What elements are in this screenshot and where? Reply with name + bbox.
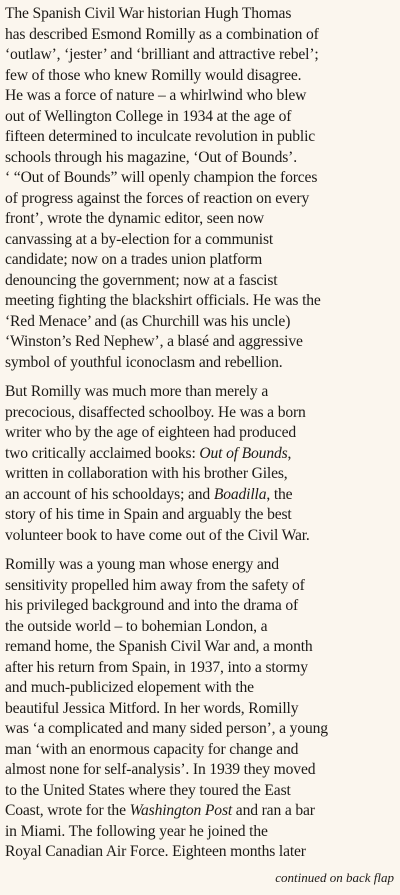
text-line [5, 485, 397, 506]
text-line [5, 45, 397, 66]
text-segment: sensitivity propelled him away from the safety of [5, 576, 305, 594]
text-line [5, 312, 397, 333]
text-segment: meeting fighting the blackshirt officials. He was the [5, 292, 321, 309]
text-line [5, 719, 397, 740]
text-line [5, 423, 397, 444]
text-segment: fifteen determined to inculcate revolution in public [5, 128, 316, 145]
text-segment: almost none for self-analysis’. In 1939 they moved [5, 761, 316, 778]
text-line [5, 291, 397, 312]
paragraph-3 [5, 555, 397, 863]
text-segment: and much-publicized elopement with the [5, 679, 254, 696]
text-segment: writer who by the age of eighteen had produced [5, 424, 297, 441]
text-line [5, 107, 397, 128]
text-line [5, 678, 397, 699]
text-line [5, 4, 397, 25]
text-segment: an account of his schooldays; and [5, 485, 214, 503]
text-line [5, 822, 397, 843]
text-segment: ‘Red Menace’ and (as Churchill was his uncle) [5, 312, 291, 330]
text-line [5, 555, 397, 576]
text-segment: Royal Canadian Air Force. Eighteen months later [5, 843, 306, 860]
book-flap-text [5, 4, 397, 872]
paragraph-1 [5, 4, 397, 373]
text-line [5, 637, 397, 658]
text-line [5, 230, 397, 251]
text-segment: front’, wrote the dynamic editor, seen now [5, 210, 264, 227]
text-segment: The Spanish Civil War historian Hugh Thomas [5, 5, 292, 22]
text-segment: schools through his magazine, ‘Out of Bounds’. [5, 148, 297, 166]
text-line [5, 444, 397, 465]
text-line [5, 250, 397, 271]
text-segment: out of Wellington College in 1934 at the age of [5, 107, 292, 125]
text-segment: Romilly was a young man whose energy and [5, 556, 279, 573]
text-line [5, 505, 397, 526]
text-segment: ‘ “Out of Bounds” will openly champion the forces [5, 169, 318, 186]
text-segment: in Miami. The following year he joined the [5, 822, 268, 840]
text-line [5, 189, 397, 210]
text-line [5, 25, 397, 46]
continued-note: continued on back flap [275, 870, 394, 885]
text-line [5, 332, 397, 353]
text-segment: written in collaboration with his brother Giles, [5, 465, 288, 482]
text-segment: precocious, disaffected schoolboy. He was a born [5, 403, 306, 421]
text-line [5, 842, 397, 863]
text-segment: and ran a bar [232, 802, 315, 819]
text-line [5, 403, 397, 424]
text-segment: two critically acclaimed books: [5, 444, 200, 462]
text-line [5, 353, 397, 374]
text-segment: of progress against the forces of reaction on every [5, 189, 310, 207]
text-line [5, 596, 397, 617]
text-segment: remand home, the Spanish Civil War and, a month [5, 638, 313, 655]
text-segment: He was a force of nature – a whirlwind who blew [5, 87, 307, 104]
text-segment: story of his time in Spain and arguably the best [5, 506, 292, 523]
text-segment: symbol of youthful iconoclasm and rebellion. [5, 353, 283, 371]
text-line [5, 271, 397, 292]
text-line [5, 168, 397, 189]
book-title: Boadilla [213, 485, 267, 503]
text-segment: volunteer book to have come out of the Civil War. [5, 526, 310, 544]
text-line [5, 526, 397, 547]
text-segment: canvassing at a by-election for a communist [5, 230, 274, 248]
text-line [5, 209, 397, 230]
text-line [5, 740, 397, 761]
text-segment: candidate; now on a trades union platform [5, 251, 263, 268]
text-segment: Coast, wrote for the [5, 802, 130, 819]
text-segment: ‘Winston’s Red Nephew’, a blasé and aggressive [5, 333, 303, 350]
text-line [5, 127, 397, 148]
text-line [5, 760, 397, 781]
text-segment: his privileged background and into the drama of [5, 597, 299, 614]
text-segment: man ‘with an enormous capacity for change and [5, 740, 299, 758]
text-segment: the outside world – to bohemian London, a [5, 617, 268, 635]
text-line [5, 148, 397, 169]
text-segment: beautiful Jessica Mitford. In her words, Romilly [5, 699, 299, 717]
text-segment: But Romilly was much more than merely a [5, 383, 269, 400]
text-line [5, 781, 397, 802]
text-line [5, 464, 397, 485]
text-segment: few of those who knew Romilly would disagree. [5, 66, 302, 84]
text-segment: has described Esmond Romilly as a combination of [5, 25, 319, 43]
text-segment: , the [266, 485, 293, 503]
text-line [5, 801, 397, 822]
text-line [5, 699, 397, 720]
text-line [5, 617, 397, 638]
text-line [5, 382, 397, 403]
text-segment: to the United States where they toured the East [5, 781, 291, 799]
text-line [5, 86, 397, 107]
text-segment: , [287, 444, 292, 462]
book-title: Washington Post [129, 802, 233, 819]
book-title: Out of Bounds [199, 444, 288, 462]
paragraph-2 [5, 382, 397, 546]
text-line [5, 658, 397, 679]
text-line [5, 66, 397, 87]
text-segment: ‘outlaw’, ‘jester’ and ‘brilliant and attractive rebel’; [5, 46, 319, 63]
text-segment: after his return from Spain, in 1937, into a stormy [5, 658, 308, 676]
text-segment: was ‘a complicated and many sided person’, a young [5, 720, 328, 737]
text-segment: denouncing the government; now at a fascist [5, 271, 278, 289]
text-line [5, 576, 397, 597]
